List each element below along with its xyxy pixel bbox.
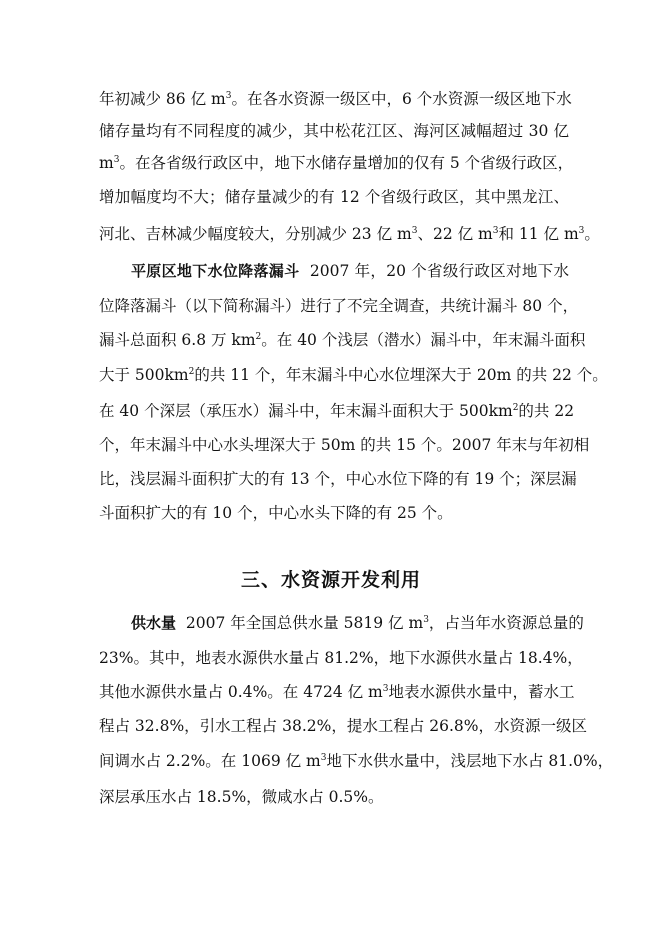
paragraph-1-line-2: 储存量均有不同程度的减少，其中松花江区、海河区减幅超过 30 亿	[99, 122, 569, 140]
paragraph-3-line-2: 23%。其中，地表水源供水量占 81.2%，地下水源供水量占 18.4%，	[99, 649, 583, 667]
paragraph-1-line-5: 河北、吉林减少幅度较大，分别减少 23 亿 $m^3$、22 亿 $m^3$和 11 亿 $m^3$。	[99, 225, 600, 243]
superscript: 3	[113, 155, 120, 165]
superscript: 2	[255, 332, 262, 342]
paragraph-1-line-3: $m^3$。在各省级行政区中，地下水储存量增加的仅有 5 个省级行政区，	[99, 154, 574, 172]
section-heading: 三、水资源开发利用	[240, 569, 421, 591]
superscript: 3	[382, 684, 389, 694]
paragraph-2-line-7: 比，浅层漏斗面积扩大的有 13 个，中心水位下降的有 19 个；深层漏	[99, 470, 577, 488]
paragraph-2-heading: 平原区地下水位降落漏斗	[131, 262, 300, 280]
paragraph-3-heading: 供水量	[131, 614, 177, 632]
paragraph-3-line-1	[131, 610, 584, 636]
paragraph-2-line-2: 位降落漏斗（以下简称漏斗）进行了不完全调查，共统计漏斗 80 个，	[99, 297, 579, 315]
paragraph-3-first-line-text: 2007 年全国总供水量 5819 亿 $m^3$，占当年水资源总量的	[185, 614, 584, 632]
paragraph-2-line-4: 大于 $500km^2$的共 11 个，年末漏斗中心水位埋深大于 20m 的共 22 个。	[99, 366, 608, 384]
paragraph-3-line-6: 深层承压水占 18.5%，微咸水占 0.5%。	[99, 788, 384, 806]
superscript: 3	[492, 226, 499, 236]
paragraph-3-line-3: 其他水源供水量占 0.4%。在 4724 亿 $m^3$地表水源供水量中，蓄水工	[99, 683, 575, 701]
paragraph-2-first-line-text: 2007 年，20 个省级行政区对地下水	[309, 262, 569, 280]
paragraph-3-line-4: 程占 32.8%，引水工程占 38.2%，提水工程占 26.8%，水资源一级区	[99, 717, 588, 735]
paragraph-2-line-8: 斗面积扩大的有 10 个，中心水头下降的有 25 个。	[99, 504, 453, 522]
superscript: 2	[188, 367, 195, 377]
superscript: 3	[423, 615, 429, 625]
paragraph-2-line-6: 个，年末漏斗中心水头埋深大于 50m 的共 15 个。2007 年末与年初相	[99, 436, 590, 454]
superscript: 3	[578, 226, 585, 236]
paragraph-1-line-1: 年初减少 86 亿 $m^3$。在各水资源一级区中，6 个水资源一级区地下水	[99, 90, 572, 108]
paragraph-1-line-4: 增加幅度均不大；储存量减少的有 12 个省级行政区，其中黑龙江、	[99, 188, 569, 206]
paragraph-3-line-5: 间调水占 2.2%。在 1069 亿 $m^3$地下水供水量中，浅层地下水占 81.0%，	[99, 752, 614, 770]
superscript: 3	[225, 91, 232, 101]
superscript: 3	[320, 753, 327, 763]
superscript: 3	[411, 226, 418, 236]
paragraph-2-line-5: 在 40 个深层（承压水）漏斗中，年末漏斗面积大于 $500km^2$的共 22	[99, 402, 575, 420]
paragraph-2-line-3: 漏斗总面积 6.8 万 $km^2$。在 40 个浅层（潜水）漏斗中，年末漏斗面积	[99, 331, 586, 349]
paragraph-2-line-1	[131, 258, 569, 284]
superscript: 2	[512, 403, 519, 413]
